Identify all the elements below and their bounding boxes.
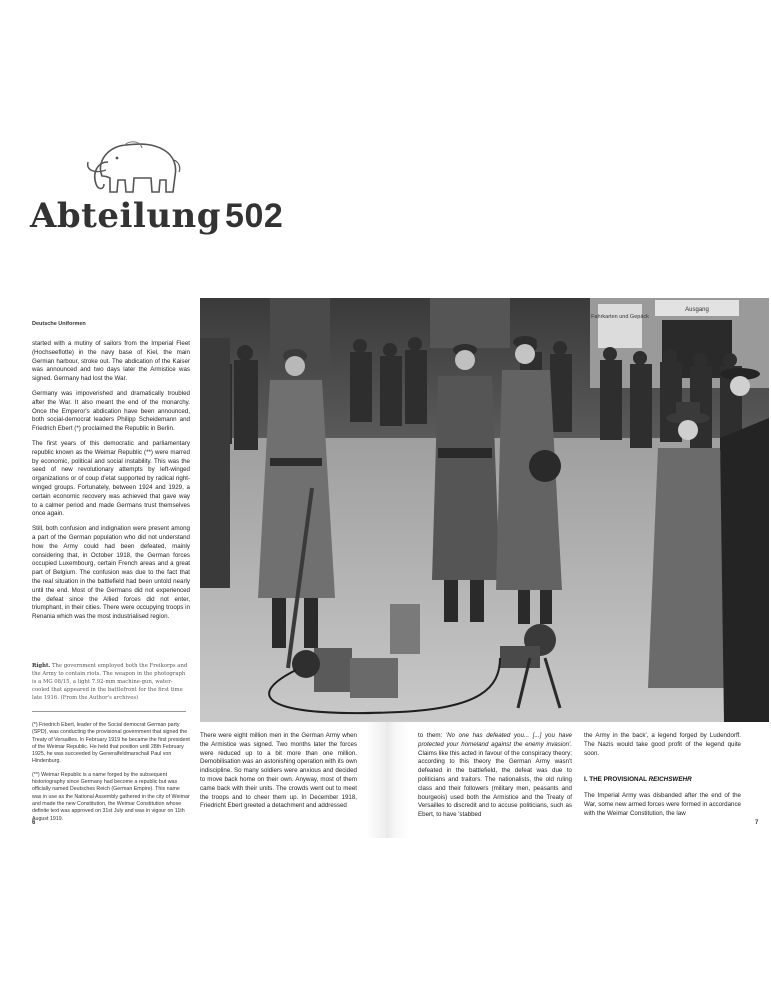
photo-illustration (200, 298, 769, 722)
logo-number: 502 (225, 197, 284, 235)
historical-photograph (200, 298, 769, 722)
station-sign-2-text: Ausgang (685, 307, 709, 313)
body-column-1: There were eight million men in the German Army when the Armistice was signed. Two months later the forces were reduced up to a bit more than one million. Demobilisation was an astonishing operation with its own indiscipline. So many soldiers were anxious and decided to move back home on their own. Anyway, most of them came back with their units. The crowds went out to meet the troops and to cheer them up. In December 1918, Friedricht Ebert greeted a detachment and addressed (200, 732, 357, 810)
caption-text: The government employed both the Freikorps and the Army to contain riots. The weapon in the photograph is a MG 08/15, a light 7.92-mm machine-gun, water-cooled that appeared in the battlefront for the first time late 1916. (From the Author's archives) (32, 663, 188, 701)
body-column-3b: The Imperial Army was disbanded after the end of the War, some new armed forces were formed in accordance with the Weimar Constitution, the law (584, 792, 741, 817)
ebert-quote: 'No one has defeated you... [...] you have protected your homeland against the enemy invasion'. (418, 732, 572, 748)
footnote-divider (32, 711, 186, 712)
body-col-2-rest: Claims like this acted in favour of the conspiracy theory; according to this theory the German Army wasn't defeated in the battlefield, the defeat was due to politicians and traitors. The nationalists, the old ruling class and their followers (military men, peasants and bourgeois) used both the Armistice and the Treaty of Versailles to discredit and to accuse politicians, such as Ebert, to have 'stabbed (418, 749, 572, 819)
caption-lead: Right. (32, 663, 51, 669)
paragraph: Still, both confusion and indignation were present among a part of the German population who did not understand how the Army could had been defeated, mainly considering that, in October 1918, the German forces occupied Luxembourg, certain French areas and a great part of Belgium. The confusion was due to the fact that the real situation in the battlefield had been untold nearly until the end. Most of the Germans did not experienced the defeat since the Allied forces did not enter, triumphant, in their cities. There were occupying troops in Renania which was the most industrialised region. (32, 525, 190, 621)
footnote: (**) Weimar Republic is a name forged by the subsequent historiography since Germany had become a republic but was officially named Deutsches Reich (German Empire). This name was in use as the National Assembly gathered in the city of Weimar and made the new Constitution, the Weimar Constitution whose definite text was approved on 31st July and was in vigour on 11th August 1919. (32, 771, 190, 822)
heading-prefix: I. THE PROVISIONAL (584, 776, 649, 783)
page-number-left: 6 (32, 820, 36, 826)
book-spread (0, 298, 771, 838)
paragraph: started with a mutiny of sailors from the Imperial Fleet (Hochseeflotte) in the navy base of Kiel, the main German harbour, stroke out. The abdication of the Kaiser was announced and two days later the Armistice was signed. Germany had lost the War. (32, 340, 190, 383)
mammoth-icon (84, 136, 184, 198)
footnotes (32, 722, 190, 829)
station-sign-1-text: Fahrkarten und Gepäck (591, 314, 649, 320)
page-number-right: 7 (755, 820, 759, 826)
footnote: (*) Friedrich Ebert, leader of the Social democrat German party (SPD), was conducting the provisional government that signed the Treaty of Versailles. In February 1919 he became the first president of the Weimar Republic. He held that position until 28th February 1925, he was succeeded by Generalfeldmarschall Paul von Hindenburg. (32, 722, 190, 765)
publisher-logo (30, 136, 284, 246)
section-label: Deutsche Uniformen (32, 321, 86, 327)
section-heading (584, 776, 692, 783)
body-col-2-lead: to them: (418, 732, 446, 739)
station-sign-1 (598, 304, 642, 348)
body-column-2 (418, 732, 572, 820)
paragraph: Germany was impoverished and dramatically troubled after the War. It also meant the end of the monarchy. Once the Emperor's abdication have been announced, both social-democrat leaders Philipp Scheidemann and Friedrich Ebert (*) proclaimed the Republic in Berlin. (32, 389, 190, 433)
logo-wordmark (30, 196, 283, 236)
left-column-text (32, 340, 190, 628)
logo-name: Abteilung (30, 196, 222, 236)
heading-emph: REICHSWEHR (648, 776, 692, 783)
photo-caption (32, 662, 190, 702)
body-column-3: the Army in the back', a legend forged by Ludendorff. The Nazis would take good profit of the legend quite soon. (584, 732, 741, 757)
paragraph: The first years of this democratic and parliamentary republic known as the Weimar Republic (**) were marred by economic, political and social instability. This was the seed of new revolutionary attempts by left-winged organizations or of coup d'etat supported by radical right-winged groups. Fortunately, between 1924 and 1929, a certain economic recovery was achieved that gave way to a calmer period and made Germans trust themselves once again. (32, 439, 190, 518)
